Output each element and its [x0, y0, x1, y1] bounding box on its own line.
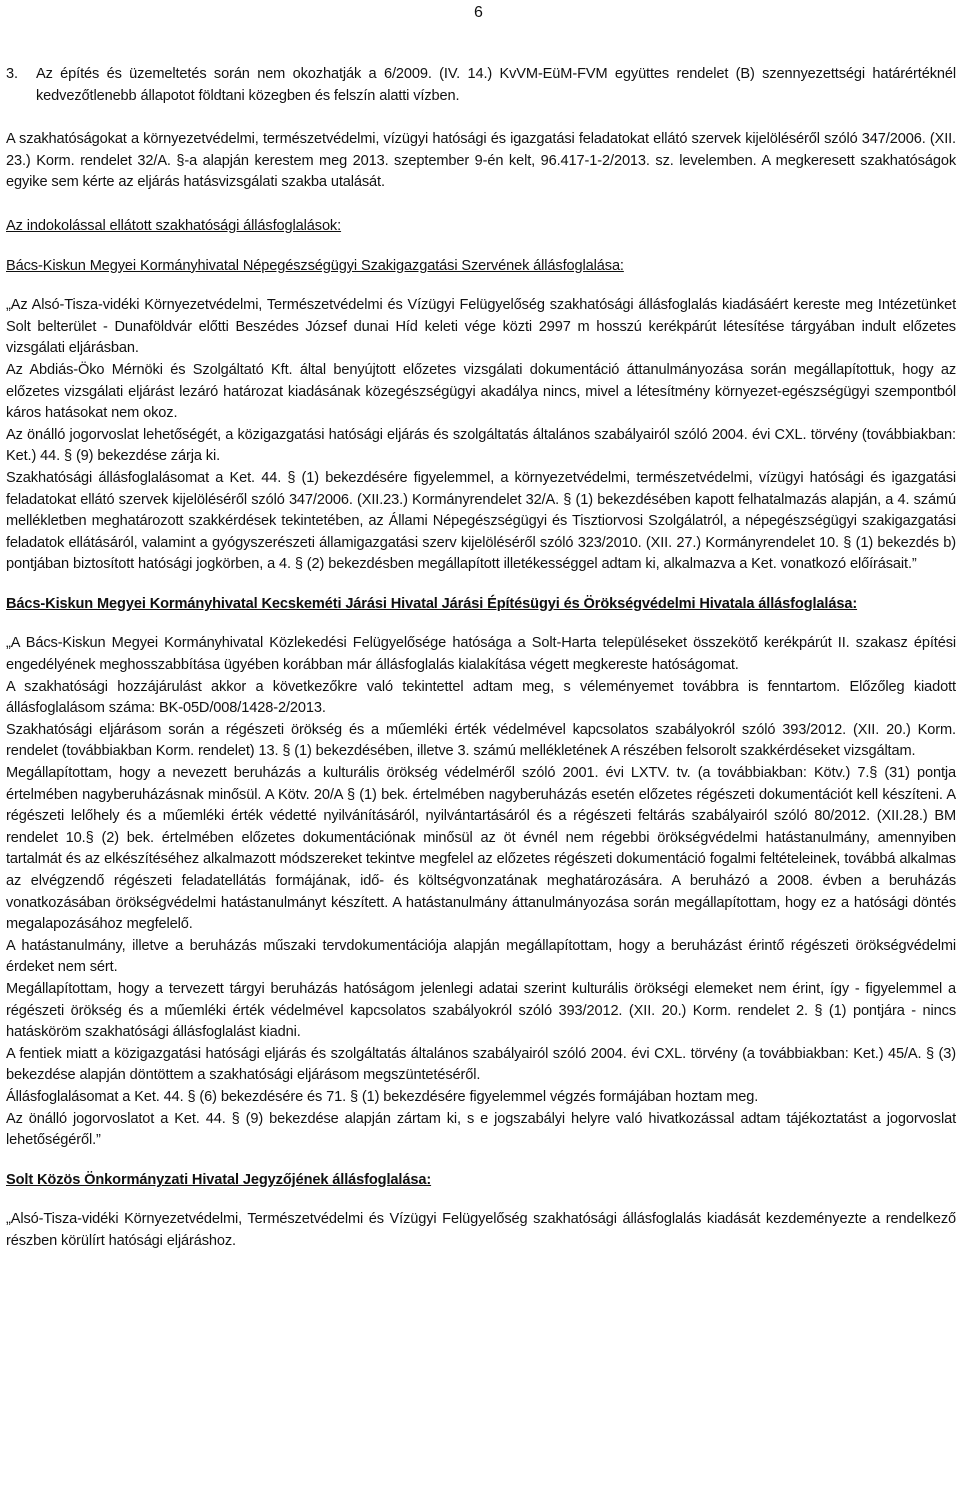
intro-paragraph: A szakhatóságokat a környezetvédelmi, természetvédelmi, vízügyi hatósági és igazgatási feladatokat ellátó szervek kijelöléséről szóló 347/2006. (XII. 23.) Korm. rendelet 32/A. §-a alapján kerestem meg 2013. szeptember 9-én kelt, 96.417-1-2/2013. sz. levelemben. A megkeresett szakhatóságok egyike sem kérte az eljárás hatásvizsgálati szakba utalását.	[6, 131, 956, 191]
section2-paragraph: Megállapítottam, hogy a tervezett tárgyi beruházás hatóságom jelenlegi adatai szerint kulturális örökségi elemeket nem érint, így - figyelemmel a régészeti örökség és a műemléki érték védelmével kapcsolatos szabályokról szóló 393/2012. (XII. 20.) Korm. rendelet 2. § (1) pontjára - nincs hatásköröm szakhatósági állásfoglalást kiadni.	[6, 980, 956, 1041]
section2-paragraph: A szakhatósági hozzájárulást akkor a következőkre való tekintettel adtam meg, s véleményemet továbbra is fenntartom. Előzőleg kiadott állásfoglalásom száma: BK-05D/008/1428-2/2013.	[6, 678, 956, 717]
page-number: 6	[474, 4, 483, 21]
section2-heading: Bács-Kiskun Megyei Kormányhivatal Kecskeméti Járási Hivatal Járási Építésügyi és Örökségvédelmi Hivatala állásfoglalása:	[6, 595, 858, 612]
list-item-3	[6, 64, 956, 107]
section1-heading: Bács-Kiskun Megyei Kormányhivatal Népegészségügyi Szakigazgatási Szervének állásfoglalása:	[6, 257, 624, 274]
section3-heading: Solt Közös Önkormányzati Hivatal Jegyzőjének állásfoglalása:	[6, 1171, 432, 1188]
section1-paragraph: Az önálló jogorvoslat lehetőségét, a közigazgatási hatósági eljárás és szolgáltatás általános szabályairól szóló 2004. évi CXL. törvény (továbbiakban: Ket.) 44. § (9) bekezdése zárja ki.	[6, 426, 956, 465]
section1-paragraph: Szakhatósági állásfoglalásomat a Ket. 44. § (1) bekezdésére figyelemmel, a környezetvédelmi, természetvédelmi, vízügyi hatósági és igazgatási feladatokat ellátó szervek kijelöléséről szóló 347/2006. (XII.23.) Kormányrendelet 32/A. § (1) bekezdésében kapott felhatalmazás alapján, a 4. számú mellékletben meghatározott szakkérdések tekintetében, az Állami Népegészségügyi és Tisztiorvosi Szolgálatról, a népegészségügyi szakigazgatási feladatok ellátásáról, valamint a gyógyszerészeti államigazgatási szerv kijelöléséről szóló 323/2010. (XII. 27.) Kormányrendelet 10. § (1) bekezdés b) pontjában biztosított hatósági jogkörben, a 4. § (2) bekezdésben megállapított illetékességgel adtam ki, alkalmazva a Ket. vonatkozó előírásait.”	[6, 469, 956, 573]
list-item-text: Az építés és üzemeltetés során nem okozhatják a 6/2009. (IV. 14.) KvVM-EüM-FVM együttes rendelet (B) szennyezettségi határértéknél kedvezőtlenebb állapotot földtani közegben és felszín alatti vízben.	[36, 66, 956, 104]
section1-paragraph: „Az Alsó-Tisza-vidéki Környezetvédelmi, Természetvédelmi és Vízügyi Felügyelőség szakhatósági állásfoglalás kiadásáért kereste meg Intézetünket Solt belterület - Dunaföldvár előtti Beszédes József dunai Híd keleti vége közti 2997 m hosszú kerékpárút létesítése tárgyában indult előzetes vizsgálati eljárásban.	[6, 297, 956, 357]
section1-paragraph: Az Abdiás-Öko Mérnöki és Szolgáltató Kft. által benyújtott előzetes vizsgálati dokumentáció áttanulmányozása során megállapítottuk, hogy az előzetes vizsgálati eljárást lezáró határozat kiadásának közegészségügyi akadálya nincs, mivel a létesítmény környezet-egészségügyi szempontból káros hatásokat nem okoz.	[6, 361, 956, 422]
section2-paragraph: A fentiek miatt a közigazgatási hatósági eljárás és szolgáltatás általános szabályairól szóló 2004. évi CXL. törvény (a továbbiakban: Ket.) 45/A. § (3) bekezdése alapján döntöttem a szakhatósági eljárásom megszüntetéséről.	[6, 1045, 956, 1084]
document-body	[6, 64, 956, 1253]
section3-paragraph: „Alsó-Tisza-vidéki Környezetvédelmi, Természetvédelmi és Vízügyi Felügyelőség szakhatósági állásfoglalás kiadását kezdeményezte a rendelkező részben körülírt hatósági eljáráshoz.	[6, 1211, 956, 1249]
section2-paragraph: Megállapítottam, hogy a nevezett beruházás a kulturális örökség védelméről szóló 2001. évi LXTV. tv. (a továbbiakban: Kötv.) 7.§ (31) pontja értelmében nagyberuházásnak minősül. A Kötv. 20/A § (1) bek. értelmében nagyberuházás esetén előzetes régészeti dokumentációt kell készíteni. A régészeti lelőhely és a műemléki érték védetté nyilvánításáról, nyilvántartásáról és a régészeti feltárás szabályairól szóló 80/2012. (XII.28.) BM rendelet 10.§ (2) bek. értelmében előzetes dokumentációnak minősül az öt évnél nem régebbi örökségvédelmi hatástanulmány, amennyiben tartalmát és az elkészítéséhez alkalmazott módszereket tekintve megfelel az előzetes régészeti dokumentáció fogalmi feltételeinek, továbbá alkalmas az elvégzendő régészeti feladatellátás formájának, idő- és költségvonzatának meghatározására. A beruházó a 2008. évben a beruházás vonatkozásában örökségvédelmi hatástanulmányt készített. A hatástanulmány áttanulmányozása során megállapítottam, hogy ez a hatósági döntés megalapozásához megfelelő.	[6, 765, 956, 933]
section2-paragraph: A hatástanulmány, illetve a beruházás műszaki tervdokumentációja alapján megállapítottam, hogy a beruházást érintő régészeti örökségvédelmi érdeket nem sért.	[6, 937, 956, 976]
list-item-number: 3.	[6, 66, 18, 82]
section2-paragraph: Az önálló jogorvoslatot a Ket. 44. § (9) bekezdése alapján zártam ki, s e jogszabályi helyre való hivatkozással adtam tájékoztatást a jogorvoslat lehetőségéről.”	[6, 1110, 956, 1149]
section2-paragraph: Állásfoglalásomat a Ket. 44. § (6) bekezdésére és 71. § (1) bekezdésére figyelemmel végzés formájában hoztam meg.	[6, 1088, 759, 1105]
section2-paragraph: „A Bács-Kiskun Megyei Kormányhivatal Közlekedési Felügyelősége hatósága a Solt-Harta településeket összekötő kerékpárút II. szakasz építési engedélyének meghosszabbítása ügyében korábban már állásfoglalás kialakítása végett megkereste hatóságomat.	[6, 635, 956, 674]
section-heading: Az indokolással ellátott szakhatósági állásfoglalások:	[6, 217, 342, 234]
section2-paragraph: Szakhatósági eljárásom során a régészeti örökség és a műemléki érték védelmével kapcsolatos szabályokról szóló 393/2012. (XII. 20.) Korm. rendelet (továbbiakban Korm. rendelet) 13. § (1) bekezdésében, illetve 3. számú mellékletének A részében felsorolt szakkérdéseket vizsgáltam.	[6, 721, 956, 760]
